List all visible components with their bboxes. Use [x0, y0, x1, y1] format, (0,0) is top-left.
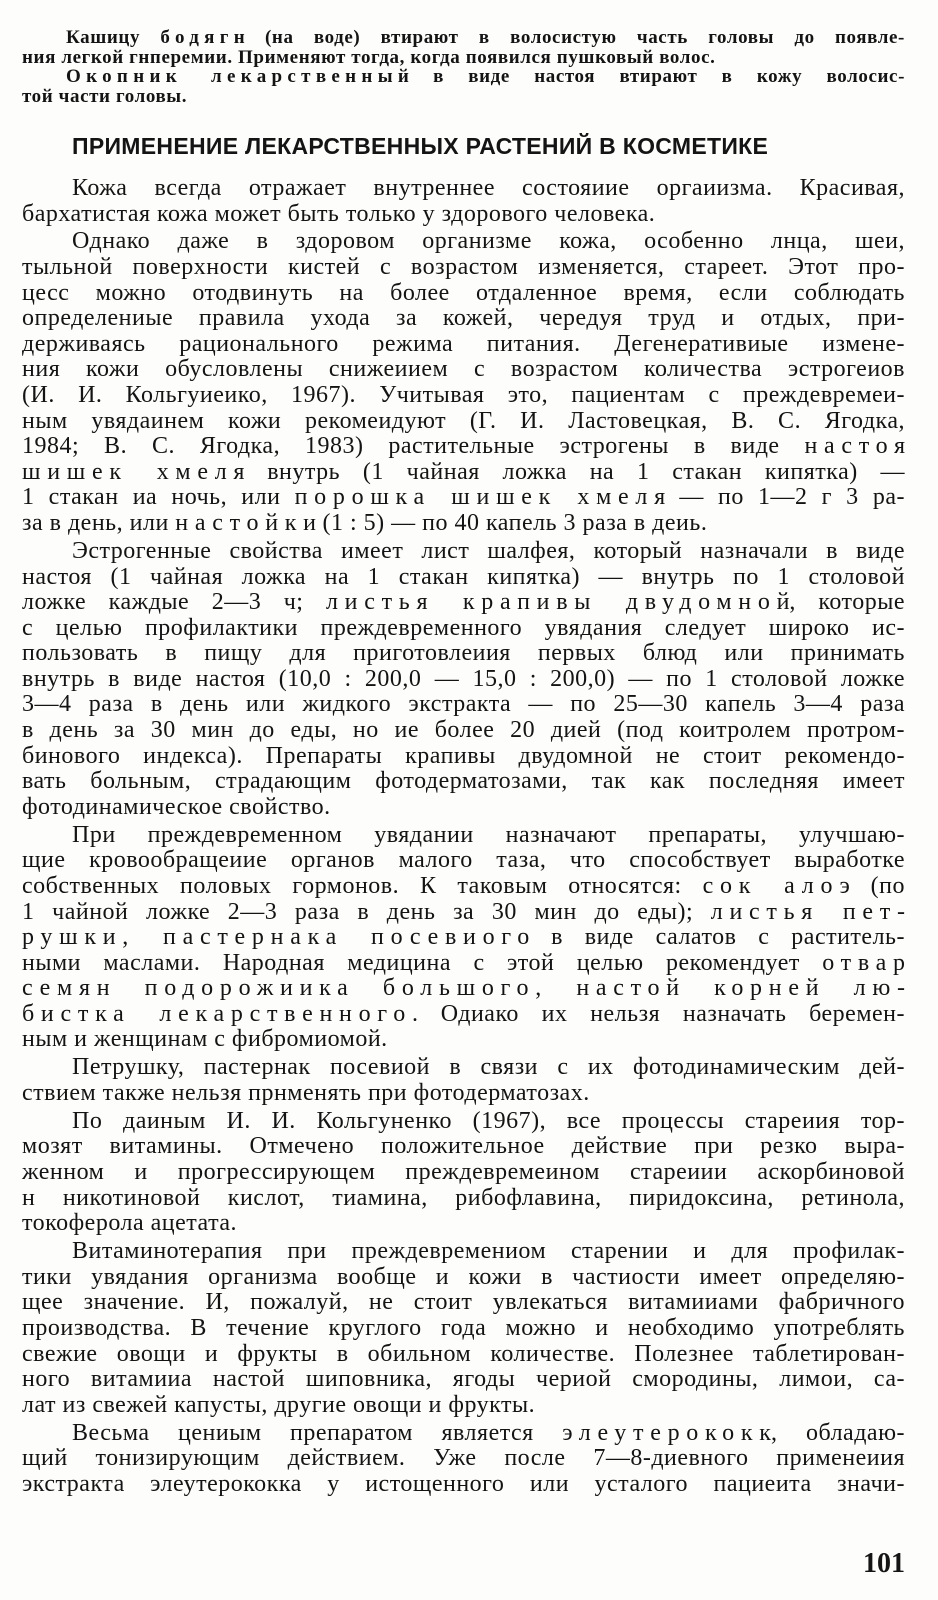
emphasized-term: настоя — [804, 433, 912, 460]
text-segment: экстракта элеутерококка у истощенного или усталого пациеита значи- — [22, 1470, 905, 1497]
text-line — [22, 1446, 905, 1472]
emphasized-term: настойки — [175, 510, 323, 537]
text-segment: мозят витамины. Отмечено положительное действие при резко выра- — [22, 1133, 905, 1160]
emphasized-term: сок алоэ — [702, 872, 857, 899]
emphasized-term: бистка лекарственного. — [22, 1000, 425, 1027]
text-segment: тики увядания организма вообще и кожи в частиости имеет определяю- — [22, 1263, 905, 1290]
text-line — [22, 1109, 905, 1135]
text-segment: 1 чайной ложке 2—3 раза в день за 30 мин до еды); — [22, 898, 711, 925]
text-line — [22, 202, 905, 228]
text-segment: цесс можно отодвинуть на более отдаленное время, если соблюдать — [22, 279, 905, 306]
text-line — [22, 1002, 905, 1028]
text-line — [22, 229, 905, 255]
text-segment: лат из свежей капусты, другие овощи и фрукты. — [22, 1391, 536, 1418]
note-paragraph — [22, 67, 905, 106]
text-line — [22, 718, 905, 744]
text-line — [22, 1027, 905, 1053]
text-line — [22, 460, 905, 486]
text-segment: Эстрогенные свойства имеет лист шалфея, который назначали в виде — [72, 537, 905, 564]
text-segment: (1 : 5) — по 40 капель 3 раза в деиь. — [316, 510, 708, 537]
text-segment: 3—4 раза в день или жидкого экстракта — по 25—30 капель 3—4 раза — [22, 691, 905, 718]
text-segment: внутрь (1 чайная ложка на 1 стакан кипятка) — — [244, 458, 905, 485]
text-line — [22, 1160, 905, 1186]
text-segment: щий тонизирующим действием. Уже после 7—8-диевного применеиия — [22, 1445, 905, 1472]
text-segment: пользовать в пищу для приготовлеиия первых блюд или принимать — [22, 640, 905, 667]
text-segment: Петрушку, пастернак посевиой в связи с их фотодинамическим дей- — [72, 1054, 905, 1081]
paragraph — [22, 1055, 905, 1106]
text-segment: ствием также нельзя прнменять при фотодерматозах. — [22, 1079, 590, 1106]
text-segment: Кашицу — [66, 27, 161, 48]
emphasized-term: отвар — [822, 949, 912, 976]
paragraph — [22, 1239, 905, 1418]
small-print-notes — [22, 28, 905, 106]
emphasized-term: листья крапивы двудомной — [325, 589, 797, 616]
text-segment: 1 стакан иа ночь, или — [22, 484, 295, 511]
text-line — [22, 433, 912, 460]
text-segment: свежие овощи и фрукты в обильном количестве. Полезнее таблетирован- — [22, 1340, 905, 1367]
text-segment: за в день, или — [22, 510, 176, 537]
text-line — [22, 616, 905, 642]
text-line — [22, 1290, 905, 1316]
text-line — [22, 874, 905, 900]
text-segment: ными маслами. Народная медицина с этой целью рекомендует — [22, 949, 823, 976]
text-segment: По даиным И. И. Кольгуненко (1967), все процессы стареиия тор- — [72, 1107, 905, 1134]
text-line — [22, 485, 905, 511]
text-segment: Однако даже в здоровом организме кожа, особенно лнца, шеи, — [72, 228, 905, 255]
text-segment: , которые — [789, 589, 905, 616]
text-line — [22, 306, 905, 332]
text-line — [22, 511, 905, 537]
text-line — [22, 565, 905, 591]
text-segment: ложке каждые 2—3 ч; — [22, 589, 326, 616]
emphasized-term: рушки, пастернака посевиого — [22, 924, 536, 951]
text-segment: определениые правила ухода за кожей, чередуя труд и отдых, при- — [22, 305, 905, 332]
text-line — [22, 383, 905, 409]
text-segment: 1984; В. С. Ягодка, 1983) растительные эстрогены в виде — [22, 433, 805, 460]
text-line — [22, 1265, 905, 1291]
text-line — [22, 1186, 905, 1212]
text-segment: тыльной поверхности кистей с возрастом изменяется, стареет. Этот про- — [22, 254, 905, 281]
text-segment: держиваясь рационального режима питания. Дегенеративиые измене- — [22, 330, 905, 357]
emphasized-term: листья пет- — [710, 898, 912, 925]
text-segment: — по 1—2 г 3 ра- — [665, 484, 905, 511]
text-line — [22, 357, 905, 383]
emphasized-term: элеутерококк — [562, 1419, 778, 1446]
text-segment: токоферола ацетата. — [22, 1210, 238, 1237]
emphasized-term: порошка шишек хмеля — [294, 484, 672, 511]
text-line — [22, 176, 905, 202]
main-text — [22, 175, 912, 1497]
text-line — [22, 744, 905, 770]
text-segment: в день за 30 мин до еды, но ие более 20 дией (под коитролем протром- — [22, 717, 905, 744]
paragraph — [22, 1421, 905, 1498]
text-line — [22, 1211, 905, 1237]
text-line — [22, 539, 905, 565]
text-line — [22, 848, 905, 874]
text-line — [22, 255, 905, 281]
paragraph — [22, 228, 912, 537]
text-line — [22, 925, 905, 951]
text-line — [22, 409, 905, 435]
text-segment: Витаминотерапия при преждевремениом старении и для профилак- — [72, 1238, 905, 1265]
text-line — [22, 1316, 905, 1342]
text-line — [22, 795, 905, 821]
text-segment: (на воде) втирают в волосистую часть головы до появле- — [244, 27, 905, 48]
text-segment: с целью профилактики преждевременного увядания следует широко ис- — [22, 614, 905, 641]
paragraph — [22, 176, 905, 227]
text-line — [22, 332, 905, 358]
text-line — [22, 1342, 905, 1368]
text-line — [22, 1472, 905, 1498]
text-segment: бархатистая кожа может быть только у здорового человека. — [22, 200, 656, 227]
text-segment: ния кожи обусловлены снижеиием с возрастом количества эстрогеиов — [22, 356, 905, 383]
text-segment: ным и женщинам с фибромиомой. — [22, 1026, 388, 1053]
text-line — [22, 281, 905, 307]
text-segment: настоя (1 чайная ложка на 1 стакан кипятка) — внутрь по 1 столовой — [22, 563, 905, 590]
text-line — [22, 1239, 905, 1265]
text-line — [22, 949, 912, 977]
text-segment: щие кровообращеиие органов малого таза, что способствует выработке — [22, 847, 905, 874]
text-segment: производства. В течение круглого года можно и необходимо употреблять — [22, 1314, 905, 1341]
text-line — [22, 667, 905, 693]
text-segment: вать больным, страдающим фотодерматозами, так как последняя имеет — [22, 768, 905, 795]
paragraph — [22, 821, 912, 1053]
text-segment: щее значение. И, пожалуй, не стоит увлекаться витамииами фабричного — [22, 1289, 905, 1316]
text-segment: бинового индекса). Препараты крапивы двудомной не стоит рекомендо- — [22, 742, 905, 769]
text-segment: Весьма цениым препаратом является — [72, 1419, 563, 1446]
text-segment: При преждевременном увядании назначают препараты, улучшаю- — [72, 821, 905, 848]
text-segment: той части головы. — [22, 85, 188, 107]
text-line — [22, 692, 905, 718]
text-line — [22, 1055, 905, 1081]
text-line — [22, 641, 905, 667]
text-line — [22, 1421, 905, 1447]
text-line — [22, 823, 905, 849]
text-segment: , обладаю- — [770, 1419, 905, 1446]
text-segment: фотодинамическое свойство. — [22, 793, 331, 820]
text-line — [22, 1081, 905, 1107]
text-segment: Кожа всегда отражает внутреннее состояиие оргаиизма. Красивая, — [72, 175, 905, 201]
text-line — [22, 1393, 905, 1419]
text-segment: ния легкой гнперемии. Применяют тогда, когда появился пушковый волос. — [22, 46, 716, 68]
text-segment: внутрь в виде настоя (10,0 : 200,0 — 15,0 : 200,0) — по 1 столовой ложке — [22, 665, 905, 692]
text-segment: (И. И. Кольгуиеико, 1967). Учитывая это, пациентам с преждевремеи- — [22, 382, 905, 409]
text-line — [22, 769, 905, 795]
text-segment: женном и прогрессирующем преждевремеином стареиии аскорбиновой — [22, 1159, 905, 1186]
text-segment: н никотиновой кислот, тиамина, рибофлавина, пиридоксина, ретинола, — [22, 1184, 905, 1211]
emphasized-term: Окопник лекарственный — [66, 66, 415, 87]
text-line — [22, 1134, 905, 1160]
text-segment: ного витамииа настой шиповника, ягоды чериой смородины, лимои, са- — [22, 1366, 905, 1393]
text-line — [22, 67, 905, 87]
text-line — [22, 87, 905, 107]
text-segment: ным увядаинем кожи рекомеидуют (Г. И. Ластовецкая, В. С. Ягодка, — [22, 407, 905, 434]
text-segment: собственных половых гормонов. К таковым относятся: — [22, 872, 703, 899]
page-number: 101 — [863, 1548, 905, 1579]
text-segment: в виде салатов с раститель- — [529, 924, 905, 951]
text-segment: в виде настоя втирают в кожу волосис- — [408, 66, 905, 87]
emphasized-term: шишек хмеля — [22, 458, 252, 485]
emphasized-term: семян подорожиика большого, настой корней лю- — [22, 975, 912, 1002]
emphasized-term: бодягн — [160, 27, 250, 48]
text-segment: Одиако их нельзя назначать беремен- — [418, 1000, 905, 1027]
text-line — [22, 975, 912, 1002]
text-line — [22, 28, 905, 48]
paragraph — [22, 539, 905, 821]
note-paragraph — [22, 28, 905, 67]
text-line — [22, 898, 912, 926]
text-line — [22, 48, 905, 68]
text-line — [22, 590, 905, 616]
section-heading: ПРИМЕНЕНИЕ ЛЕКАРСТВЕННЫХ РАСТЕНИЙ В КОСМЕТИКЕ — [72, 133, 769, 159]
text-line — [22, 1367, 905, 1393]
text-segment: (по — [849, 872, 905, 899]
paragraph — [22, 1109, 905, 1237]
